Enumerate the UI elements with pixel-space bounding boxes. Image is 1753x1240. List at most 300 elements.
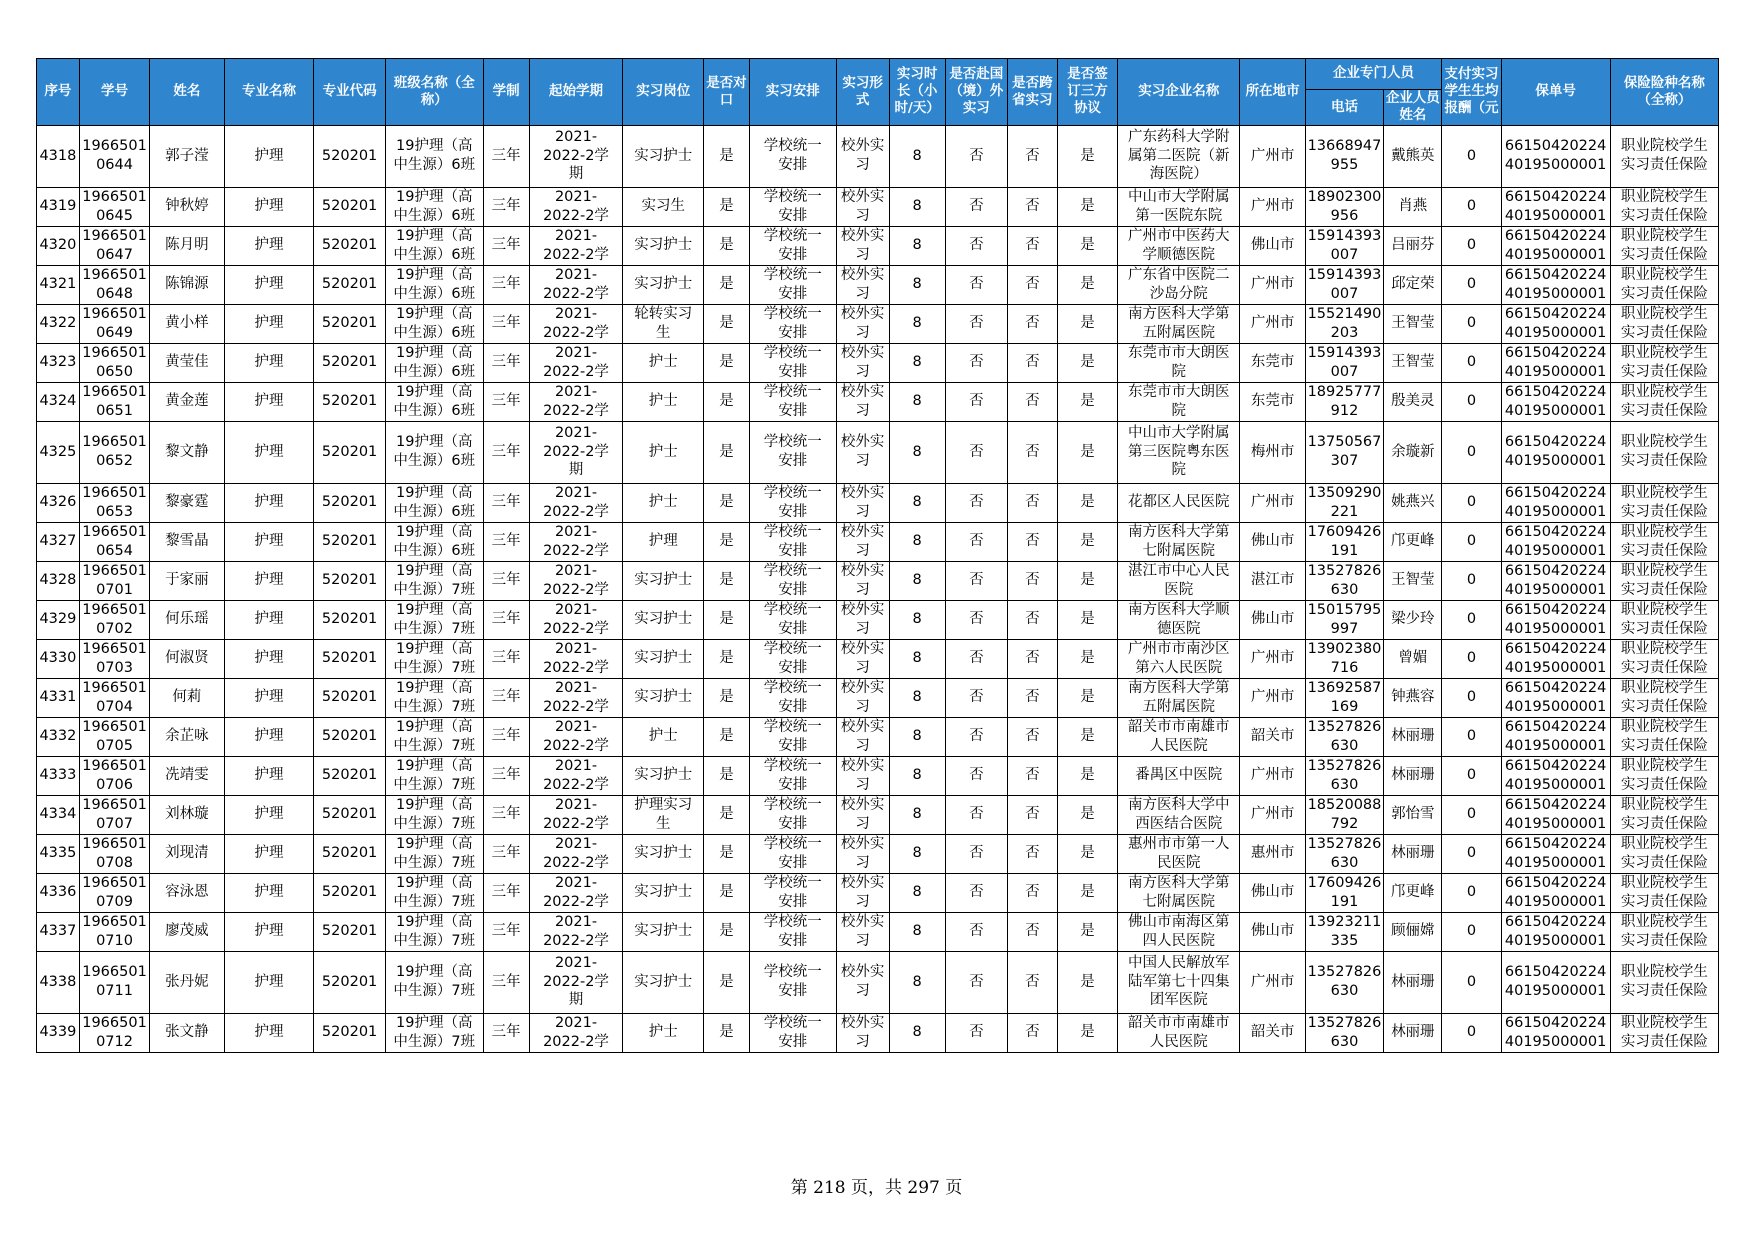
abroad-cell: 否	[945, 912, 1007, 951]
form-cell: 校外实 习	[836, 522, 889, 561]
class-name-cell: 19护理（高 中生源）7班	[385, 795, 483, 834]
hours-cell: 8	[889, 382, 945, 421]
abroad-cell: 否	[945, 382, 1007, 421]
class-name-cell: 19护理（高 中生源）7班	[385, 717, 483, 756]
seq-cell: 4336	[37, 873, 80, 912]
pay-cell: 0	[1442, 795, 1501, 834]
arrangement-cell: 学校统一 安排	[749, 600, 836, 639]
start-term-cell: 2021- 2022-2学	[529, 561, 623, 600]
seq-cell: 4334	[37, 795, 80, 834]
seq-cell: 4325	[37, 421, 80, 483]
abroad-cell: 否	[945, 265, 1007, 304]
start-term-cell: 2021- 2022-2学	[529, 834, 623, 873]
start-term-cell: 2021- 2022-2学	[529, 639, 623, 678]
staff-name-cell: 姚燕兴	[1384, 483, 1442, 522]
post-cell: 护士	[623, 382, 704, 421]
staff-phone-cell: 17609426 191	[1305, 873, 1384, 912]
cross-province-cell: 否	[1007, 125, 1057, 187]
class-name-cell: 19护理（高 中生源）6班	[385, 421, 483, 483]
cross-province-cell: 否	[1007, 226, 1057, 265]
form-cell: 校外实 习	[836, 125, 889, 187]
form-cell: 校外实 习	[836, 756, 889, 795]
duration-cell: 三年	[483, 125, 529, 187]
company-cell: 南方医科大学第 五附属医院	[1118, 678, 1240, 717]
name-cell: 刘林璇	[150, 795, 224, 834]
cross-province-cell: 否	[1007, 795, 1057, 834]
company-cell: 东莞市市大朗医 院	[1118, 382, 1240, 421]
table-row	[37, 951, 1719, 1013]
major-code-cell: 520201	[314, 187, 385, 226]
abroad-cell: 否	[945, 226, 1007, 265]
company-cell: 中山市大学附属 第一医院东院	[1118, 187, 1240, 226]
agreement-cell: 是	[1057, 951, 1117, 1013]
agreement-cell: 是	[1057, 343, 1117, 382]
agreement-cell: 是	[1057, 639, 1117, 678]
form-cell: 校外实 习	[836, 678, 889, 717]
major-code-cell: 520201	[314, 1013, 385, 1052]
class-name-cell: 19护理（高 中生源）7班	[385, 639, 483, 678]
company-cell: 广东省中医院二 沙岛分院	[1118, 265, 1240, 304]
pay-cell: 0	[1442, 1013, 1501, 1052]
header-agreement: 是否签 订三方 协议	[1057, 59, 1117, 126]
abroad-cell: 否	[945, 522, 1007, 561]
arrangement-cell: 学校统一 安排	[749, 756, 836, 795]
major-code-cell: 520201	[314, 561, 385, 600]
student-id-cell: 1966501 0707	[79, 795, 149, 834]
pay-cell: 0	[1442, 951, 1501, 1013]
class-name-cell: 19护理（高 中生源）7班	[385, 951, 483, 1013]
agreement-cell: 是	[1057, 600, 1117, 639]
matched-cell: 是	[704, 834, 750, 873]
major-code-cell: 520201	[314, 951, 385, 1013]
policy-no-cell: 66150420224 40195000001	[1501, 421, 1610, 483]
arrangement-cell: 学校统一 安排	[749, 125, 836, 187]
major-code-cell: 520201	[314, 795, 385, 834]
post-cell: 实习护士	[623, 226, 704, 265]
major-cell: 护理	[224, 125, 314, 187]
staff-name-cell: 王智莹	[1384, 561, 1442, 600]
policy-no-cell: 66150420224 40195000001	[1501, 522, 1610, 561]
arrangement-cell: 学校统一 安排	[749, 834, 836, 873]
name-cell: 黄金莲	[150, 382, 224, 421]
form-cell: 校外实 习	[836, 639, 889, 678]
abroad-cell: 否	[945, 187, 1007, 226]
major-cell: 护理	[224, 561, 314, 600]
major-cell: 护理	[224, 483, 314, 522]
company-cell: 南方医科大学顺 德医院	[1118, 600, 1240, 639]
student-id-cell: 1966501 0651	[79, 382, 149, 421]
staff-phone-cell: 13509290 221	[1305, 483, 1384, 522]
insurance-cell: 职业院校学生 实习责任保险	[1610, 639, 1718, 678]
form-cell: 校外实 习	[836, 795, 889, 834]
post-cell: 护士	[623, 483, 704, 522]
agreement-cell: 是	[1057, 834, 1117, 873]
city-cell: 广州市	[1240, 483, 1305, 522]
staff-name-cell: 林丽珊	[1384, 1013, 1442, 1052]
form-cell: 校外实 习	[836, 382, 889, 421]
policy-no-cell: 66150420224 40195000001	[1501, 125, 1610, 187]
pay-cell: 0	[1442, 912, 1501, 951]
start-term-cell: 2021- 2022-2学	[529, 795, 623, 834]
name-cell: 黎文静	[150, 421, 224, 483]
duration-cell: 三年	[483, 756, 529, 795]
pay-cell: 0	[1442, 343, 1501, 382]
duration-cell: 三年	[483, 483, 529, 522]
hours-cell: 8	[889, 873, 945, 912]
header-pay: 支付实习 学生生均 报酬（元	[1442, 59, 1501, 126]
city-cell: 广州市	[1240, 187, 1305, 226]
insurance-cell: 职业院校学生 实习责任保险	[1610, 951, 1718, 1013]
city-cell: 佛山市	[1240, 226, 1305, 265]
table-row	[37, 343, 1719, 382]
duration-cell: 三年	[483, 678, 529, 717]
seq-cell: 4331	[37, 678, 80, 717]
class-name-cell: 19护理（高 中生源）6班	[385, 187, 483, 226]
class-name-cell: 19护理（高 中生源）6班	[385, 265, 483, 304]
pay-cell: 0	[1442, 834, 1501, 873]
form-cell: 校外实 习	[836, 873, 889, 912]
pay-cell: 0	[1442, 483, 1501, 522]
start-term-cell: 2021- 2022-2学	[529, 226, 623, 265]
hours-cell: 8	[889, 522, 945, 561]
agreement-cell: 是	[1057, 483, 1117, 522]
duration-cell: 三年	[483, 912, 529, 951]
pay-cell: 0	[1442, 382, 1501, 421]
company-cell: 东莞市市大朗医 院	[1118, 343, 1240, 382]
insurance-cell: 职业院校学生 实习责任保险	[1610, 226, 1718, 265]
city-cell: 佛山市	[1240, 600, 1305, 639]
class-name-cell: 19护理（高 中生源）6班	[385, 343, 483, 382]
staff-phone-cell: 15914393 007	[1305, 226, 1384, 265]
start-term-cell: 2021- 2022-2学	[529, 873, 623, 912]
post-cell: 实习护士	[623, 639, 704, 678]
major-cell: 护理	[224, 756, 314, 795]
table-row	[37, 265, 1719, 304]
pay-cell: 0	[1442, 873, 1501, 912]
hours-cell: 8	[889, 600, 945, 639]
table-row	[37, 756, 1719, 795]
post-cell: 护士	[623, 717, 704, 756]
form-cell: 校外实 习	[836, 421, 889, 483]
name-cell: 陈锦源	[150, 265, 224, 304]
table-row	[37, 1013, 1719, 1052]
agreement-cell: 是	[1057, 522, 1117, 561]
agreement-cell: 是	[1057, 187, 1117, 226]
staff-name-cell: 王智莹	[1384, 304, 1442, 343]
agreement-cell: 是	[1057, 304, 1117, 343]
city-cell: 佛山市	[1240, 873, 1305, 912]
table-row	[37, 678, 1719, 717]
header-name: 姓名	[150, 59, 224, 126]
company-cell: 中山市大学附属 第三医院粤东医 院	[1118, 421, 1240, 483]
student-id-cell: 1966501 0650	[79, 343, 149, 382]
abroad-cell: 否	[945, 717, 1007, 756]
major-cell: 护理	[224, 795, 314, 834]
duration-cell: 三年	[483, 717, 529, 756]
post-cell: 实习护士	[623, 678, 704, 717]
staff-phone-cell: 13668947 955	[1305, 125, 1384, 187]
pay-cell: 0	[1442, 421, 1501, 483]
insurance-cell: 职业院校学生 实习责任保险	[1610, 678, 1718, 717]
name-cell: 冼靖雯	[150, 756, 224, 795]
start-term-cell: 2021- 2022-2学	[529, 343, 623, 382]
class-name-cell: 19护理（高 中生源）7班	[385, 600, 483, 639]
form-cell: 校外实 习	[836, 304, 889, 343]
city-cell: 湛江市	[1240, 561, 1305, 600]
student-id-cell: 1966501 0706	[79, 756, 149, 795]
policy-no-cell: 66150420224 40195000001	[1501, 756, 1610, 795]
seq-cell: 4329	[37, 600, 80, 639]
hours-cell: 8	[889, 483, 945, 522]
matched-cell: 是	[704, 483, 750, 522]
city-cell: 佛山市	[1240, 522, 1305, 561]
agreement-cell: 是	[1057, 795, 1117, 834]
start-term-cell: 2021- 2022-2学	[529, 522, 623, 561]
class-name-cell: 19护理（高 中生源）6班	[385, 125, 483, 187]
agreement-cell: 是	[1057, 421, 1117, 483]
class-name-cell: 19护理（高 中生源）7班	[385, 873, 483, 912]
city-cell: 广州市	[1240, 639, 1305, 678]
staff-phone-cell: 13527826 630	[1305, 1013, 1384, 1052]
major-code-cell: 520201	[314, 756, 385, 795]
table-row	[37, 382, 1719, 421]
name-cell: 余芷咏	[150, 717, 224, 756]
matched-cell: 是	[704, 1013, 750, 1052]
name-cell: 黄莹佳	[150, 343, 224, 382]
agreement-cell: 是	[1057, 678, 1117, 717]
arrangement-cell: 学校统一 安排	[749, 483, 836, 522]
cross-province-cell: 否	[1007, 834, 1057, 873]
cross-province-cell: 否	[1007, 1013, 1057, 1052]
class-name-cell: 19护理（高 中生源）7班	[385, 834, 483, 873]
arrangement-cell: 学校统一 安排	[749, 795, 836, 834]
form-cell: 校外实 习	[836, 600, 889, 639]
insurance-cell: 职业院校学生 实习责任保险	[1610, 873, 1718, 912]
company-cell: 南方医科大学第 五附属医院	[1118, 304, 1240, 343]
header-company: 实习企业名称	[1118, 59, 1240, 126]
matched-cell: 是	[704, 421, 750, 483]
duration-cell: 三年	[483, 600, 529, 639]
duration-cell: 三年	[483, 522, 529, 561]
start-term-cell: 2021- 2022-2学	[529, 912, 623, 951]
city-cell: 广州市	[1240, 304, 1305, 343]
student-id-cell: 1966501 0653	[79, 483, 149, 522]
staff-phone-cell: 15521490 203	[1305, 304, 1384, 343]
insurance-cell: 职业院校学生 实习责任保险	[1610, 483, 1718, 522]
arrangement-cell: 学校统一 安排	[749, 522, 836, 561]
cross-province-cell: 否	[1007, 343, 1057, 382]
major-code-cell: 520201	[314, 265, 385, 304]
matched-cell: 是	[704, 343, 750, 382]
company-cell: 湛江市中心人民 医院	[1118, 561, 1240, 600]
table-row	[37, 717, 1719, 756]
duration-cell: 三年	[483, 382, 529, 421]
seq-cell: 4326	[37, 483, 80, 522]
major-code-cell: 520201	[314, 639, 385, 678]
header-class-name: 班级名称（全 称）	[385, 59, 483, 126]
insurance-cell: 职业院校学生 实习责任保险	[1610, 1013, 1718, 1052]
start-term-cell: 2021- 2022-2学 期	[529, 125, 623, 187]
arrangement-cell: 学校统一 安排	[749, 187, 836, 226]
major-code-cell: 520201	[314, 421, 385, 483]
staff-name-cell: 王智莹	[1384, 343, 1442, 382]
name-cell: 容泳恩	[150, 873, 224, 912]
hours-cell: 8	[889, 912, 945, 951]
class-name-cell: 19护理（高 中生源）6班	[385, 304, 483, 343]
staff-phone-cell: 17609426 191	[1305, 522, 1384, 561]
post-cell: 实习护士	[623, 912, 704, 951]
form-cell: 校外实 习	[836, 717, 889, 756]
cross-province-cell: 否	[1007, 639, 1057, 678]
cross-province-cell: 否	[1007, 421, 1057, 483]
major-cell: 护理	[224, 639, 314, 678]
start-term-cell: 2021- 2022-2学	[529, 756, 623, 795]
major-cell: 护理	[224, 187, 314, 226]
arrangement-cell: 学校统一 安排	[749, 304, 836, 343]
staff-name-cell: 林丽珊	[1384, 717, 1442, 756]
matched-cell: 是	[704, 265, 750, 304]
staff-phone-cell: 18520088 792	[1305, 795, 1384, 834]
post-cell: 轮转实习 生	[623, 304, 704, 343]
header-staff-phone: 电话	[1305, 90, 1384, 126]
start-term-cell: 2021- 2022-2学	[529, 304, 623, 343]
insurance-cell: 职业院校学生 实习责任保险	[1610, 522, 1718, 561]
pay-cell: 0	[1442, 678, 1501, 717]
class-name-cell: 19护理（高 中生源）6班	[385, 382, 483, 421]
cross-province-cell: 否	[1007, 382, 1057, 421]
duration-cell: 三年	[483, 795, 529, 834]
arrangement-cell: 学校统一 安排	[749, 382, 836, 421]
abroad-cell: 否	[945, 600, 1007, 639]
cross-province-cell: 否	[1007, 717, 1057, 756]
post-cell: 护理	[623, 522, 704, 561]
arrangement-cell: 学校统一 安排	[749, 343, 836, 382]
company-cell: 番禺区中医院	[1118, 756, 1240, 795]
form-cell: 校外实 习	[836, 912, 889, 951]
hours-cell: 8	[889, 795, 945, 834]
abroad-cell: 否	[945, 304, 1007, 343]
staff-phone-cell: 13527826 630	[1305, 834, 1384, 873]
company-cell: 广州市中医药大 学顺德医院	[1118, 226, 1240, 265]
company-cell: 惠州市市第一人 民医院	[1118, 834, 1240, 873]
form-cell: 校外实 习	[836, 561, 889, 600]
abroad-cell: 否	[945, 873, 1007, 912]
policy-no-cell: 66150420224 40195000001	[1501, 382, 1610, 421]
duration-cell: 三年	[483, 834, 529, 873]
policy-no-cell: 66150420224 40195000001	[1501, 304, 1610, 343]
header-major: 专业名称	[224, 59, 314, 126]
table-row	[37, 639, 1719, 678]
matched-cell: 是	[704, 382, 750, 421]
post-cell: 护士	[623, 1013, 704, 1052]
name-cell: 何乐瑶	[150, 600, 224, 639]
post-cell: 实习护士	[623, 834, 704, 873]
abroad-cell: 否	[945, 795, 1007, 834]
duration-cell: 三年	[483, 304, 529, 343]
arrangement-cell: 学校统一 安排	[749, 226, 836, 265]
major-cell: 护理	[224, 678, 314, 717]
insurance-cell: 职业院校学生 实习责任保险	[1610, 561, 1718, 600]
insurance-cell: 职业院校学生 实习责任保险	[1610, 125, 1718, 187]
pay-cell: 0	[1442, 756, 1501, 795]
table-row	[37, 795, 1719, 834]
seq-cell: 4319	[37, 187, 80, 226]
major-cell: 护理	[224, 382, 314, 421]
staff-name-cell: 肖燕	[1384, 187, 1442, 226]
cross-province-cell: 否	[1007, 912, 1057, 951]
pay-cell: 0	[1442, 561, 1501, 600]
staff-name-cell: 邝更峰	[1384, 873, 1442, 912]
insurance-cell: 职业院校学生 实习责任保险	[1610, 382, 1718, 421]
company-cell: 中国人民解放军 陆军第七十四集 团军医院	[1118, 951, 1240, 1013]
matched-cell: 是	[704, 125, 750, 187]
abroad-cell: 否	[945, 1013, 1007, 1052]
staff-name-cell: 戴熊英	[1384, 125, 1442, 187]
seq-cell: 4339	[37, 1013, 80, 1052]
page-footer: 第 218 页，共 297 页	[790, 1178, 963, 1198]
major-cell: 护理	[224, 834, 314, 873]
matched-cell: 是	[704, 951, 750, 1013]
name-cell: 黎雪晶	[150, 522, 224, 561]
city-cell: 广州市	[1240, 125, 1305, 187]
arrangement-cell: 学校统一 安排	[749, 421, 836, 483]
hours-cell: 8	[889, 226, 945, 265]
post-cell: 实习护士	[623, 561, 704, 600]
policy-no-cell: 66150420224 40195000001	[1501, 226, 1610, 265]
header-staff-name: 企业人员 姓名	[1384, 90, 1442, 126]
start-term-cell: 2021- 2022-2学	[529, 265, 623, 304]
major-cell: 护理	[224, 421, 314, 483]
agreement-cell: 是	[1057, 873, 1117, 912]
post-cell: 实习护士	[623, 600, 704, 639]
pay-cell: 0	[1442, 265, 1501, 304]
table-row	[37, 226, 1719, 265]
staff-phone-cell: 13923211 335	[1305, 912, 1384, 951]
name-cell: 刘现清	[150, 834, 224, 873]
hours-cell: 8	[889, 304, 945, 343]
major-cell: 护理	[224, 717, 314, 756]
class-name-cell: 19护理（高 中生源）6班	[385, 226, 483, 265]
form-cell: 校外实 习	[836, 265, 889, 304]
pay-cell: 0	[1442, 522, 1501, 561]
arrangement-cell: 学校统一 安排	[749, 1013, 836, 1052]
start-term-cell: 2021- 2022-2学 期	[529, 951, 623, 1013]
city-cell: 韶关市	[1240, 1013, 1305, 1052]
staff-name-cell: 邝更峰	[1384, 522, 1442, 561]
start-term-cell: 2021- 2022-2学	[529, 483, 623, 522]
matched-cell: 是	[704, 522, 750, 561]
table-row	[37, 483, 1719, 522]
policy-no-cell: 66150420224 40195000001	[1501, 265, 1610, 304]
hours-cell: 8	[889, 951, 945, 1013]
duration-cell: 三年	[483, 187, 529, 226]
name-cell: 张文静	[150, 1013, 224, 1052]
header-major-code: 专业代码	[314, 59, 385, 126]
insurance-cell: 职业院校学生 实习责任保险	[1610, 717, 1718, 756]
insurance-cell: 职业院校学生 实习责任保险	[1610, 756, 1718, 795]
header-seq: 序号	[37, 59, 80, 126]
post-cell: 护理实习 生	[623, 795, 704, 834]
hours-cell: 8	[889, 265, 945, 304]
policy-no-cell: 66150420224 40195000001	[1501, 343, 1610, 382]
matched-cell: 是	[704, 756, 750, 795]
abroad-cell: 否	[945, 678, 1007, 717]
cross-province-cell: 否	[1007, 600, 1057, 639]
abroad-cell: 否	[945, 951, 1007, 1013]
insurance-cell: 职业院校学生 实习责任保险	[1610, 265, 1718, 304]
class-name-cell: 19护理（高 中生源）7班	[385, 561, 483, 600]
staff-phone-cell: 13750567 307	[1305, 421, 1384, 483]
